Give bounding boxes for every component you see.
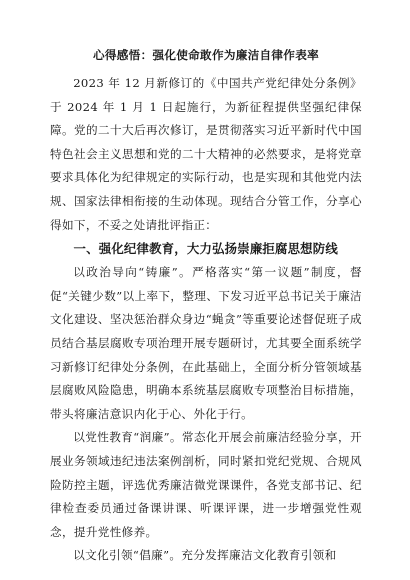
body-paragraph: 以文化引领“倡廉”。充分发挥廉洁文化教育引领和: [73, 548, 337, 563]
intro-paragraph: 2023 年 12 月新修订的《中国共产党纪律处分条例》于 2024 年 1 月 1 日起施行，为新征程提供坚强纪律保障。党的二十大后再次修订，是贯彻落实习近平新时代中国特色社会主义思想和党的二十大精神的必然要求，是将党章要求具体化为纪律规定的实际行动，也是实现和其他党内法规、国家法律相衔接的生动体现。现结合分管工作，分享心得如下，不妥之处请批评指正：: [50, 76, 362, 232]
body-paragraph: 以党性教育“润廉”。常态化开展会前廉洁经验分享，开展业务领域违纪违法案例剖析，同时紧扣党纪党规、合规风险防控主题，评选优秀廉洁微党课课件，各党支部书记、纪律检查委员通过备课讲课、听课评课，进一步增强党性观念，提升党性修养。: [50, 430, 362, 539]
body-paragraph: 以政治导向“铸廉”。严格落实“第一议题”制度，督促“关键少数”以上率下，整理、下发习近平总书记关于廉洁文化建设、坚决惩治群众身边“蝇贪”等重要论述督促班子成员结合基层腐败专项治理开展专题研讨，尤其要全面系统学习新修订纪律处分条例，在此基础上，全面分析分管领域基层腐败风险隐患，明确本系统基层腐败专项整治目标措施，带头将廉洁意识内化于心、外化于行。: [50, 265, 362, 421]
section-heading: 一、强化纪律教育，大力弘扬崇廉拒腐思想防线: [73, 241, 338, 257]
document-title: 心得感悟：强化使命敢作为廉洁自律作表率: [93, 48, 319, 62]
